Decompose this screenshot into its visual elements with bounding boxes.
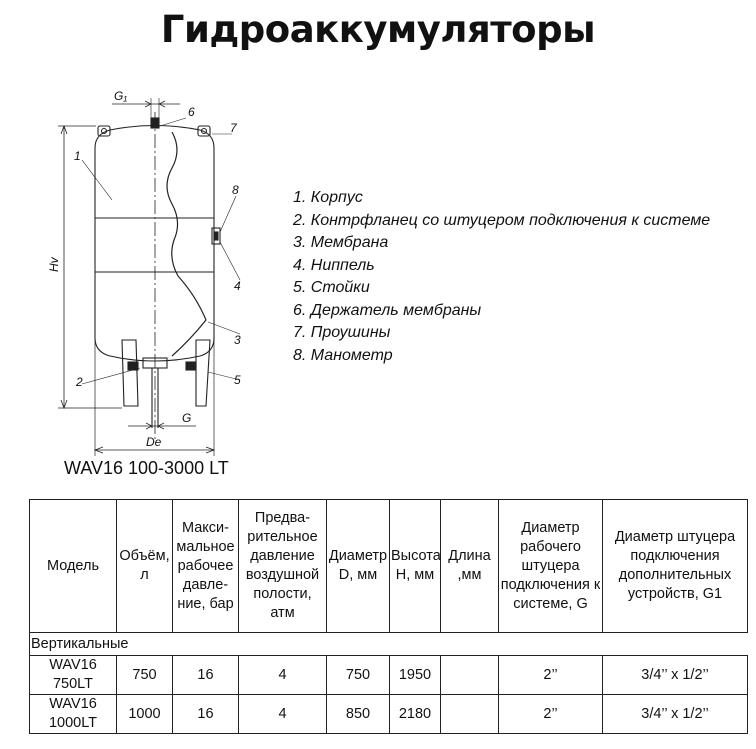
section-spacer [173,633,748,656]
cell-model: WAV16 1000LT [30,695,117,734]
legend-item: 2. Контрфланец со штуцером подключения к системе [293,211,711,229]
cell-length [441,656,499,695]
legend-item: 8. Манометр [293,346,393,364]
cell-connection-g1: 3/4’’ x 1/2’’ [603,695,748,734]
callout-3: 3 [234,333,241,347]
model-caption: WAV16 100-3000 LT [64,458,229,478]
cell-diameter: 850 [327,695,390,734]
legend-item: 3. Мембрана [293,234,389,251]
legend-item: 1. Корпус [293,189,363,206]
dim-label-g: G [182,411,192,425]
dim-label-g1: G₁ [114,89,128,103]
callout-1: 1 [74,149,81,163]
table-row [30,695,748,734]
dim-label-de: De [146,435,162,449]
header-diameter: Диаметр D, мм [327,500,390,633]
cell-connection-g: 2’’ [499,656,603,695]
cell-diameter: 750 [327,656,390,695]
cell-precharge: 4 [239,656,327,695]
legend-item: 5. Стойки [293,279,370,296]
header-volume: Объём, л [117,500,173,633]
header-height: Высота H, мм [390,500,441,633]
section-label: Вертикальные [30,633,173,656]
legend-item: 7. Проушины [293,324,391,341]
callout-8: 8 [232,183,239,197]
cell-volume: 750 [117,656,173,695]
cell-length [441,695,499,734]
callout-7: 7 [230,121,237,135]
cell-model: WAV16 750LT [30,656,117,695]
page-title: Гидроаккумуляторы [160,8,596,51]
header-precharge-pressure: Предва-рительное давление воздушной полости, атм [239,500,327,633]
table-section-row [30,633,748,656]
cell-connection-g1: 3/4’’ x 1/2’’ [603,656,748,695]
cell-connection-g: 2’’ [499,695,603,734]
table-row [30,656,748,695]
cell-height: 2180 [390,695,441,734]
header-max-pressure: Макси-мальное рабочее давле-ние, бар [173,500,239,633]
table-header-row [30,500,748,633]
accumulator-technical-drawing [0,0,300,460]
cell-max-pressure: 16 [173,656,239,695]
callout-4: 4 [234,279,241,293]
cell-volume: 1000 [117,695,173,734]
callout-2: 2 [76,375,83,389]
specifications-table [29,499,748,734]
cell-height: 1950 [390,656,441,695]
legend-item: 4. Ниппель [293,256,375,274]
header-connection-g: Диаметр рабочего штуцера подключения к системе, G [499,500,603,633]
header-model: Модель [30,500,117,633]
parts-legend [293,187,710,367]
legend-item: 6. Держатель мембраны [293,301,482,319]
dim-label-hv: Hv [47,257,61,272]
callout-6: 6 [188,105,195,119]
callout-5: 5 [234,373,241,387]
cell-max-pressure: 16 [173,695,239,734]
cell-precharge: 4 [239,695,327,734]
header-length: Длина ,мм [441,500,499,633]
header-connection-g1: Диаметр штуцера подключения дополнительных устройств, G1 [603,500,748,633]
